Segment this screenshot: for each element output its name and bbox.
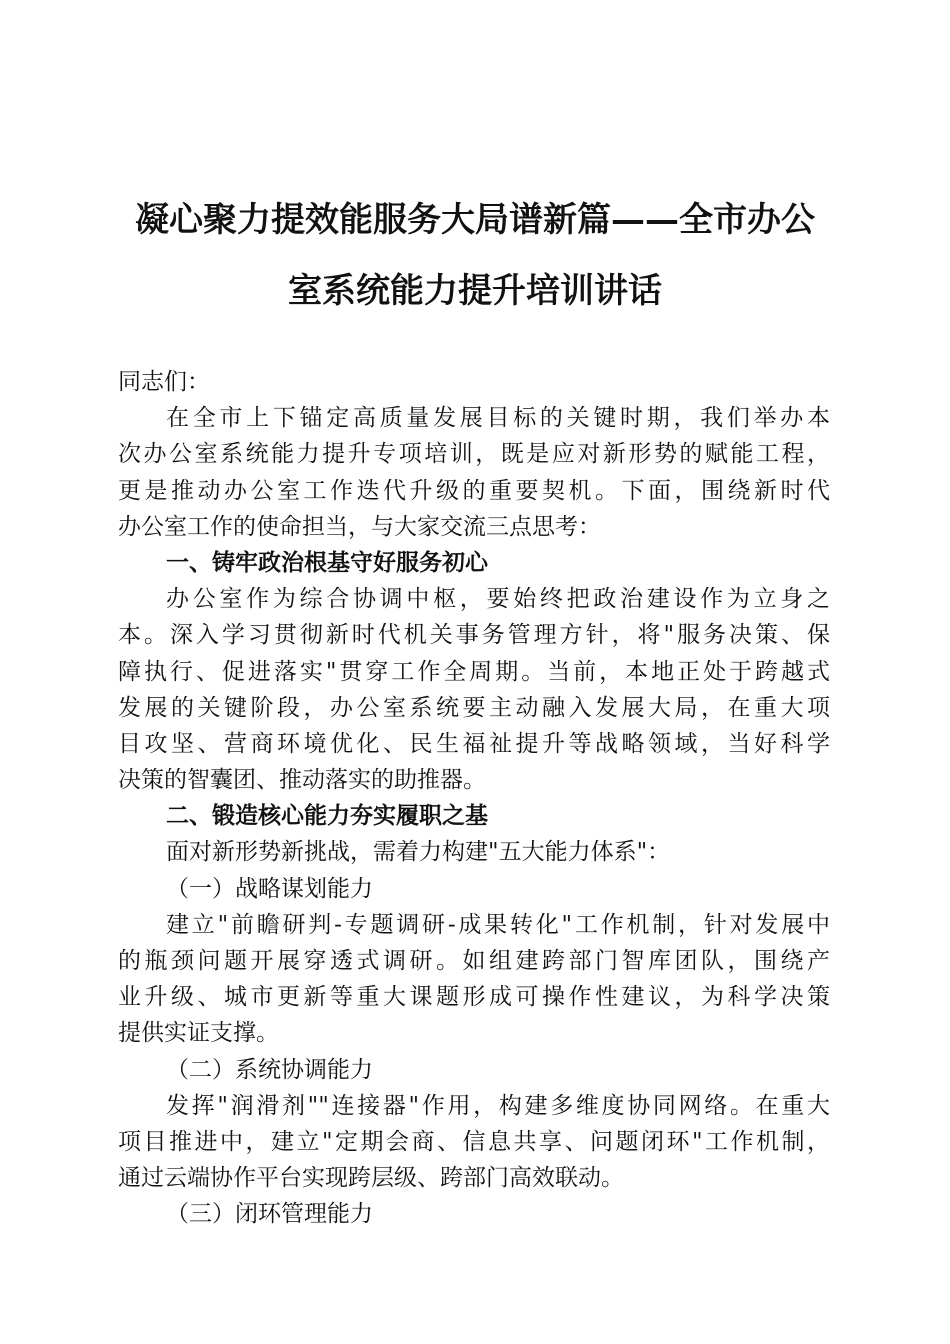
body-text-line: 次办公室系统能力提升专项培训，既是应对新形势的赋能工程， xyxy=(118,441,830,468)
section-heading: 一、铸牢政治根基守好服务初心 xyxy=(166,549,488,576)
document-title-line-2: 室系统能力提升培训讲话 xyxy=(288,271,662,311)
body-text-line: 办公室工作的使命担当，与大家交流三点思考： xyxy=(118,513,601,540)
body-text-line: 提供实证支撑。 xyxy=(118,1020,279,1047)
body-text-line: 面对新形势新挑战，需着力构建"五大能力体系"： xyxy=(166,839,671,866)
body-text-line: 的瓶颈问题开展穿透式调研。如组建跨部门智库团队，围绕产 xyxy=(118,948,830,974)
body-text-line: 更是推动办公室工作迭代升级的重要契机。下面，围绕新时代 xyxy=(118,477,830,504)
body-text-line: 障执行、促进落实"贯穿工作全周期。当前，本地正处于跨越式 xyxy=(118,658,830,685)
body-text-line: 本。深入学习贯彻新时代机关事务管理方针，将"服务决策、保 xyxy=(118,622,830,649)
section-heading: 二、锻造核心能力夯实履职之基 xyxy=(166,803,488,830)
document-title-line-1: 凝心聚力提效能服务大局谱新篇——全市办公 xyxy=(135,200,815,240)
body-text-line: 发挥"润滑剂""连接器"作用，构建多维度协同网络。在重大 xyxy=(166,1092,830,1119)
body-text-line: 通过云端协作平台实现跨层级、跨部门高效联动。 xyxy=(118,1165,624,1192)
body-text-line: 在全市上下锚定高质量发展目标的关键时期，我们举办本 xyxy=(166,405,830,432)
body-text-line: 决策的智囊团、推动落实的助推器。 xyxy=(118,767,486,794)
body-text-line: 同志们： xyxy=(118,369,210,395)
body-text-line: 目攻坚、营商环境优化、民生福祉提升等战略领域，当好科学 xyxy=(118,730,830,757)
body-text-line: 项目推进中，建立"定期会商、信息共享、问题闭环"工作机制， xyxy=(118,1128,830,1155)
body-text-line: 业升级、城市更新等重大课题形成可操作性建议，为科学决策 xyxy=(118,984,830,1011)
body-text-line: 办公室作为综合协调中枢，要始终把政治建设作为立身之 xyxy=(166,586,830,613)
subsection-heading: （三）闭环管理能力 xyxy=(166,1201,373,1228)
body-text-line: 建立"前瞻研判-专题调研-成果转化"工作机制，针对发展中 xyxy=(166,911,830,938)
body-text-line: 发展的关键阶段，办公室系统要主动融入发展大局，在重大项 xyxy=(118,694,830,721)
document-body xyxy=(118,364,830,1233)
subsection-heading: （一）战略谋划能力 xyxy=(166,875,373,902)
subsection-heading: （二）系统协调能力 xyxy=(166,1056,373,1083)
